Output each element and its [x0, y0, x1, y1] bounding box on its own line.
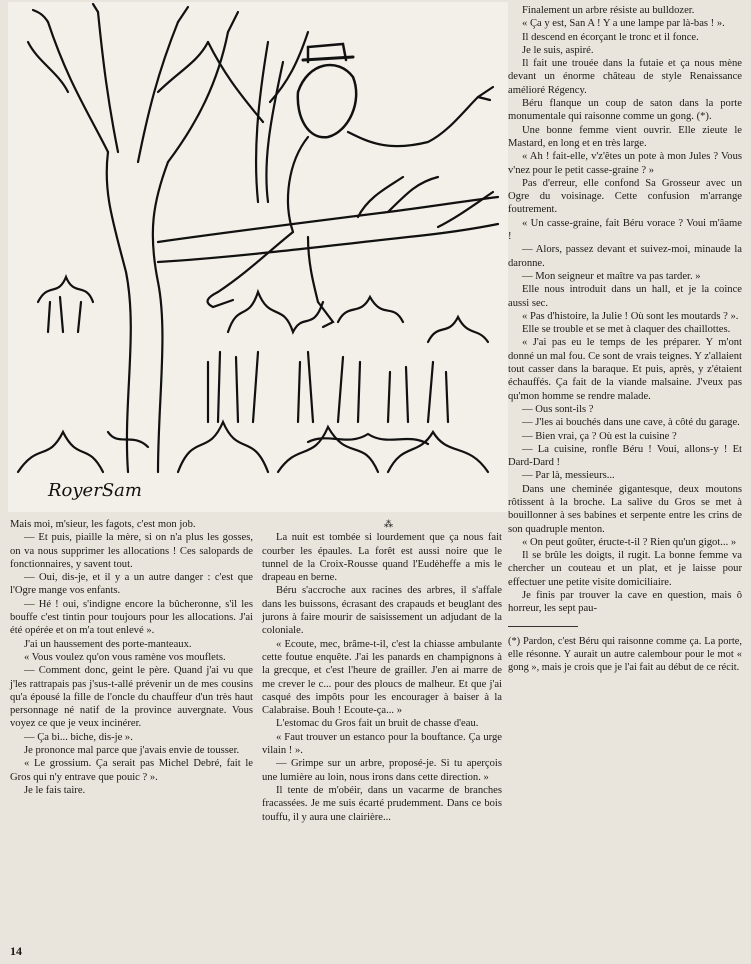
text-column-2: [262, 518, 502, 824]
paragraph: « Vous voulez qu'on vous ramène vos mouflets.: [24, 651, 226, 663]
text-column-2-body: [262, 531, 502, 824]
paragraph: Mais moi, m'sieur, les fagots, c'est mon job.: [10, 519, 196, 530]
paragraph: Je le fais taire.: [24, 784, 86, 796]
footnote-divider: [508, 626, 578, 627]
text-column-3-body: [508, 4, 742, 616]
paragraph: Je finis par trouver la cave en question, mais ô horreur, les sept pau-: [508, 590, 742, 615]
paragraph: « Ça y est, San A ! Y a une lampe par là-bas ! ».: [522, 18, 725, 30]
paragraph: « Ah ! fait-elle, v'z'êtes un pote à mon Jules ? Vous v'nez pour le petit casse-graine ? »: [508, 151, 742, 176]
paragraph: Je le suis, aspiré.: [522, 44, 594, 56]
paragraph: Dans une cheminée gigantesque, deux moutons rôtissent à la broche. La salive du Gros se met à bouillonner à ses babines et serpente entre les crins de son quadruple menton.: [508, 483, 742, 535]
paragraph: — Mon seigneur et maître va pas tarder. »: [522, 270, 701, 282]
paragraph: — Comment donc, geint le père. Quand j'ai vu que j'les rattrapais pas j'sus-t-allé prévenir un de mes cousins qu'a épousé la fille de l'oncle du chauffeur d'un très haut personnage né natif de la province auvergnate. Vous voyez ce que je veux incinérer.: [10, 665, 253, 730]
paragraph: Une bonne femme vient ouvrir. Elle zieute le Mastard, en long et en très large.: [508, 124, 742, 149]
paragraph: « J'ai pas eu le temps de les préparer. Y m'ont donné un mal fou. Ce sont de vrais teignes. Y z'allaient tout casser dans la baraque. Et puis, après, y z'étaient échauffés. Ça fait de la viande malsaine. J'veux pas qu'mon homme se rendre malade.: [508, 337, 742, 402]
paragraph: La nuit est tombée si lourdement que ça nous fait courber les épaules. La forêt est aussi noire que le tunnel de la Croix-Rousse quand l'Eudèheffe a mis le drapeau en berne.: [262, 532, 502, 584]
section-break: ⁂: [384, 519, 394, 529]
footnote: (*) Pardon, c'est Béru qui raisonne comme ça. La porte, elle résonne. Y aurait un autre calembour pour le mot « gong », mais je crois que je l'ai fait au début de ce récit.: [508, 635, 742, 673]
paragraph: — Bien vrai, ça ? Où est la cuisine ?: [522, 430, 677, 442]
paragraph: J'ai un haussement des porte-manteaux.: [24, 638, 192, 650]
paragraph: « Ecoute, mec, brâme-t-il, c'est la chiasse ambulante cette foutue enquête. J'ai les panards en champignons à la grecque, et c'est l'heure de grailler. J'en ai marre de me crever le c... pour des ploucs de malheur. Et que j'ai casqué des impôts pour les encourager à baiser à la Calabraise. Bouh ! Ecoute-ça... »: [262, 638, 502, 717]
paragraph: — J'les ai bouchés dans une cave, à côté du garage.: [522, 417, 740, 429]
paragraph: — Alors, passez devant et suivez-moi, minaude la daronne.: [508, 244, 742, 269]
text-column-3: [508, 4, 742, 674]
paragraph: « Un casse-graine, fait Béru vorace ? Voui m'âame !: [508, 217, 742, 243]
paragraph: — Par là, messieurs...: [522, 470, 615, 482]
paragraph: Il tente de m'obéir, dans un vacarme de branches fracassées. Je me suis écarté prudemment. Dans ce bois touffu, il y aura une clairière...: [262, 784, 502, 823]
paragraph: Pas d'erreur, elle confond Sa Grosseur avec un Ogre du voisinage. Cette confusion m'arrange foutrement.: [508, 177, 742, 216]
paragraph: Je prononce mal parce que j'avais envie de tousser.: [24, 745, 240, 757]
paragraph: Finalement un arbre résiste au bulldozer.: [522, 5, 695, 16]
paragraph: Elle se trouble et se met à claquer des chaillottes.: [522, 324, 731, 336]
paragraph: « Le grossium. Ça serait pas Michel Debré, fait le Gros qui n'y entrave que pouic ? ».: [10, 758, 253, 783]
illustration: [8, 2, 508, 512]
paragraph: Il fait une trouée dans la futaie et ça nous mène devant un énorme château de style Renaissance amélioré Régency.: [508, 58, 742, 96]
illustration-drawing: [8, 2, 508, 512]
paragraph: — Grimpe sur un arbre, proposé-je. Si tu aperçois une lumière au loin, nous irons dans cette direction. »: [262, 758, 502, 783]
paragraph: Béru s'accroche aux racines des arbres, il s'affale dans les buissons, écrasant des crapauds et beuglant des jurons à faire mourir de saisissement un adjudant de la coloniale.: [262, 585, 502, 637]
paragraph: — La cuisine, ronfle Béru ! Voui, allons-y ! Et Dard-Dard !: [508, 443, 742, 469]
page-number: 14: [10, 944, 22, 958]
artist-signature: RoyerSam: [48, 480, 142, 501]
paragraph: « Faut trouver un estanco pour la bouftance. Ça urge vilain ! ».: [262, 731, 502, 757]
paragraph: — Et puis, piaille la mère, si on n'a plus les gosses, on va nous supprimer les allocations ! Ces salopards de fonctionnaires, y savent tout.: [10, 532, 253, 570]
paragraph: Il se brûle les doigts, il rugit. La bonne femme va chercher un couteau et un plat, et je laisse pour effectuer une petite visite domiciliaire.: [508, 550, 742, 588]
paragraph: Béru flanque un coup de saton dans la porte monumentale qui raisonne comme un gong. (*).: [508, 98, 742, 123]
paragraph: « Pas d'histoire, la Julie ! Où sont les moutards ? ».: [522, 310, 739, 322]
paragraph: — Oui, dis-je, et il y a un autre danger : c'est que l'Ogre mange vos enfants.: [10, 572, 253, 597]
paragraph: — Ça bi... biche, dis-je ».: [24, 731, 133, 743]
paragraph: L'estomac du Gros fait un bruit de chasse d'eau.: [276, 718, 479, 730]
text-column-1: [10, 518, 253, 797]
paragraph: — Hé ! oui, s'indigne encore la bûcheronne, s'il les bouffe c'est tintin pour toujours pour les allocations. J'ai été opérée et on m'a tout enlevé ».: [10, 598, 253, 637]
paragraph: « On peut goûter, éructe-t-il ? Rien qu'un gigot... »: [522, 536, 737, 548]
paragraph: Il descend en écorçant le tronc et il fonce.: [522, 31, 699, 43]
paragraph: — Ous sont-ils ?: [522, 403, 594, 415]
paragraph: Elle nous introduit dans un hall, et je la coince aussi sec.: [508, 284, 742, 309]
